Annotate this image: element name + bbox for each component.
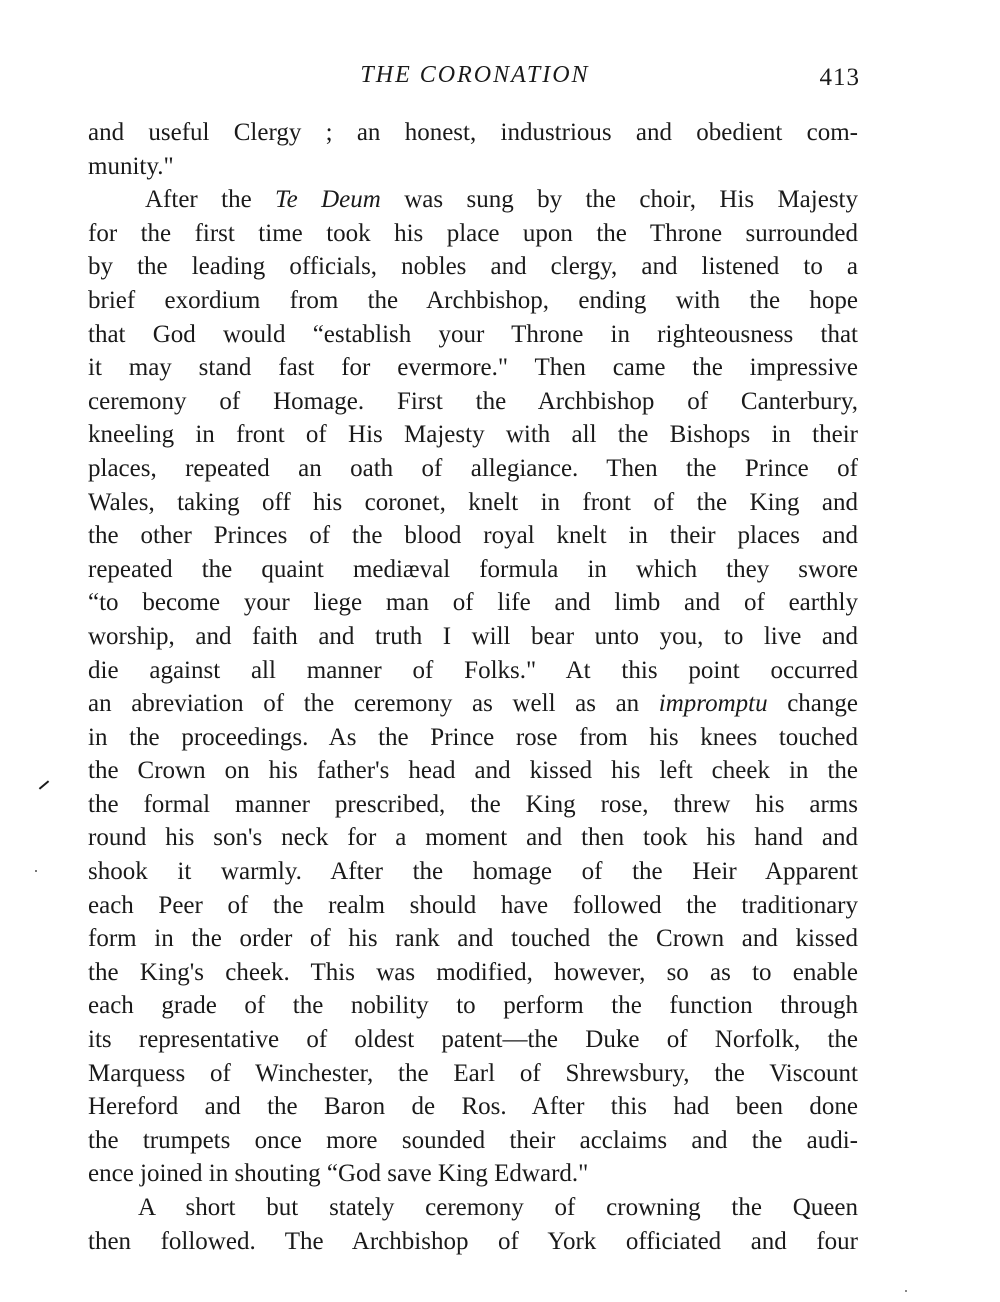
- text-line: then followed. The Archbishop of York officiated and four: [88, 1227, 858, 1255]
- text-line: the Crown on his father's head and kissed his left cheek in the: [88, 757, 858, 785]
- text-line: brief exordium from the Archbishop, ending with the hope: [88, 286, 858, 314]
- text-line: ence joined in shouting “God save King Edward.": [88, 1160, 589, 1188]
- text-line: places, repeated an oath of allegiance. Then the Prince of: [88, 454, 858, 482]
- text-line: for the first time took his place upon the Throne surrounded: [88, 219, 858, 247]
- text-line: repeated the quaint mediæval formula in which they swore: [88, 555, 858, 583]
- text-line: Hereford and the Baron de Ros. After this had been done: [88, 1093, 858, 1121]
- text-line: each grade of the nobility to perform the function through: [88, 992, 858, 1020]
- text-line: and useful Clergy ; an honest, industrious and obedient com-: [88, 119, 858, 146]
- running-head: [0, 62, 1000, 92]
- text-line: the trumpets once more sounded their acclaims and the audi-: [88, 1126, 858, 1154]
- margin-speck: [35, 870, 37, 872]
- text-line: munity.": [88, 152, 174, 180]
- text-line: shook it warmly. After the homage of the Heir Apparent: [88, 858, 858, 886]
- text-line: it may stand fast for evermore." Then came the impressive: [88, 354, 858, 382]
- italic-phrase: Te Deum: [275, 186, 381, 214]
- text-line: the other Princes of the blood royal knelt in their places and: [88, 522, 858, 550]
- margin-pencil-mark: [39, 780, 49, 789]
- text-line: form in the order of his rank and touched the Crown and kissed: [88, 925, 858, 953]
- text-line: kneeling in front of His Majesty with all the Bishops in their: [88, 421, 858, 449]
- text-line: the formal manner prescribed, the King rose, threw his arms: [88, 790, 858, 818]
- italic-phrase: impromptu: [658, 690, 768, 718]
- text-line: in the proceedings. As the Prince rose from his knees touched: [88, 723, 858, 751]
- text-line: the King's cheek. This was modified, however, so as to enable: [88, 958, 858, 986]
- paragraph-start-line: After the Te Deum was sung by the choir, His Majesty: [145, 186, 858, 214]
- body-text: [88, 116, 858, 1258]
- text-line: that God would “establish your Throne in righteousness that: [88, 320, 858, 348]
- text-line: worship, and faith and truth I will bear unto you, to live and: [88, 622, 858, 650]
- text-line: each Peer of the realm should have followed the traditionary: [88, 891, 858, 919]
- text-line: die against all manner of Folks." At this point occurred: [88, 656, 858, 684]
- page-number: 413: [819, 64, 860, 91]
- text-line: “to become your liege man of life and limb and of earthly: [88, 589, 858, 617]
- text-line: Wales, taking off his coronet, knelt in front of the King and: [88, 488, 858, 516]
- running-title: THE CORONATION: [360, 62, 590, 88]
- text-line: its representative of oldest patent—the Duke of Norfolk, the: [88, 1026, 858, 1054]
- text-line: round his son's neck for a moment and then took his hand and: [88, 824, 858, 852]
- corner-speck: [905, 1290, 907, 1292]
- text-line: by the leading officials, nobles and clergy, and listened to a: [88, 253, 858, 281]
- text-line: Marquess of Winchester, the Earl of Shrewsbury, the Viscount: [88, 1059, 858, 1087]
- text-line: ceremony of Homage. First the Archbishop of Canterbury,: [88, 387, 858, 415]
- paragraph-start-line: A short but stately ceremony of crowning the Queen: [138, 1194, 858, 1221]
- text-line: an abreviation of the ceremony as well as an impromptu change: [88, 690, 858, 718]
